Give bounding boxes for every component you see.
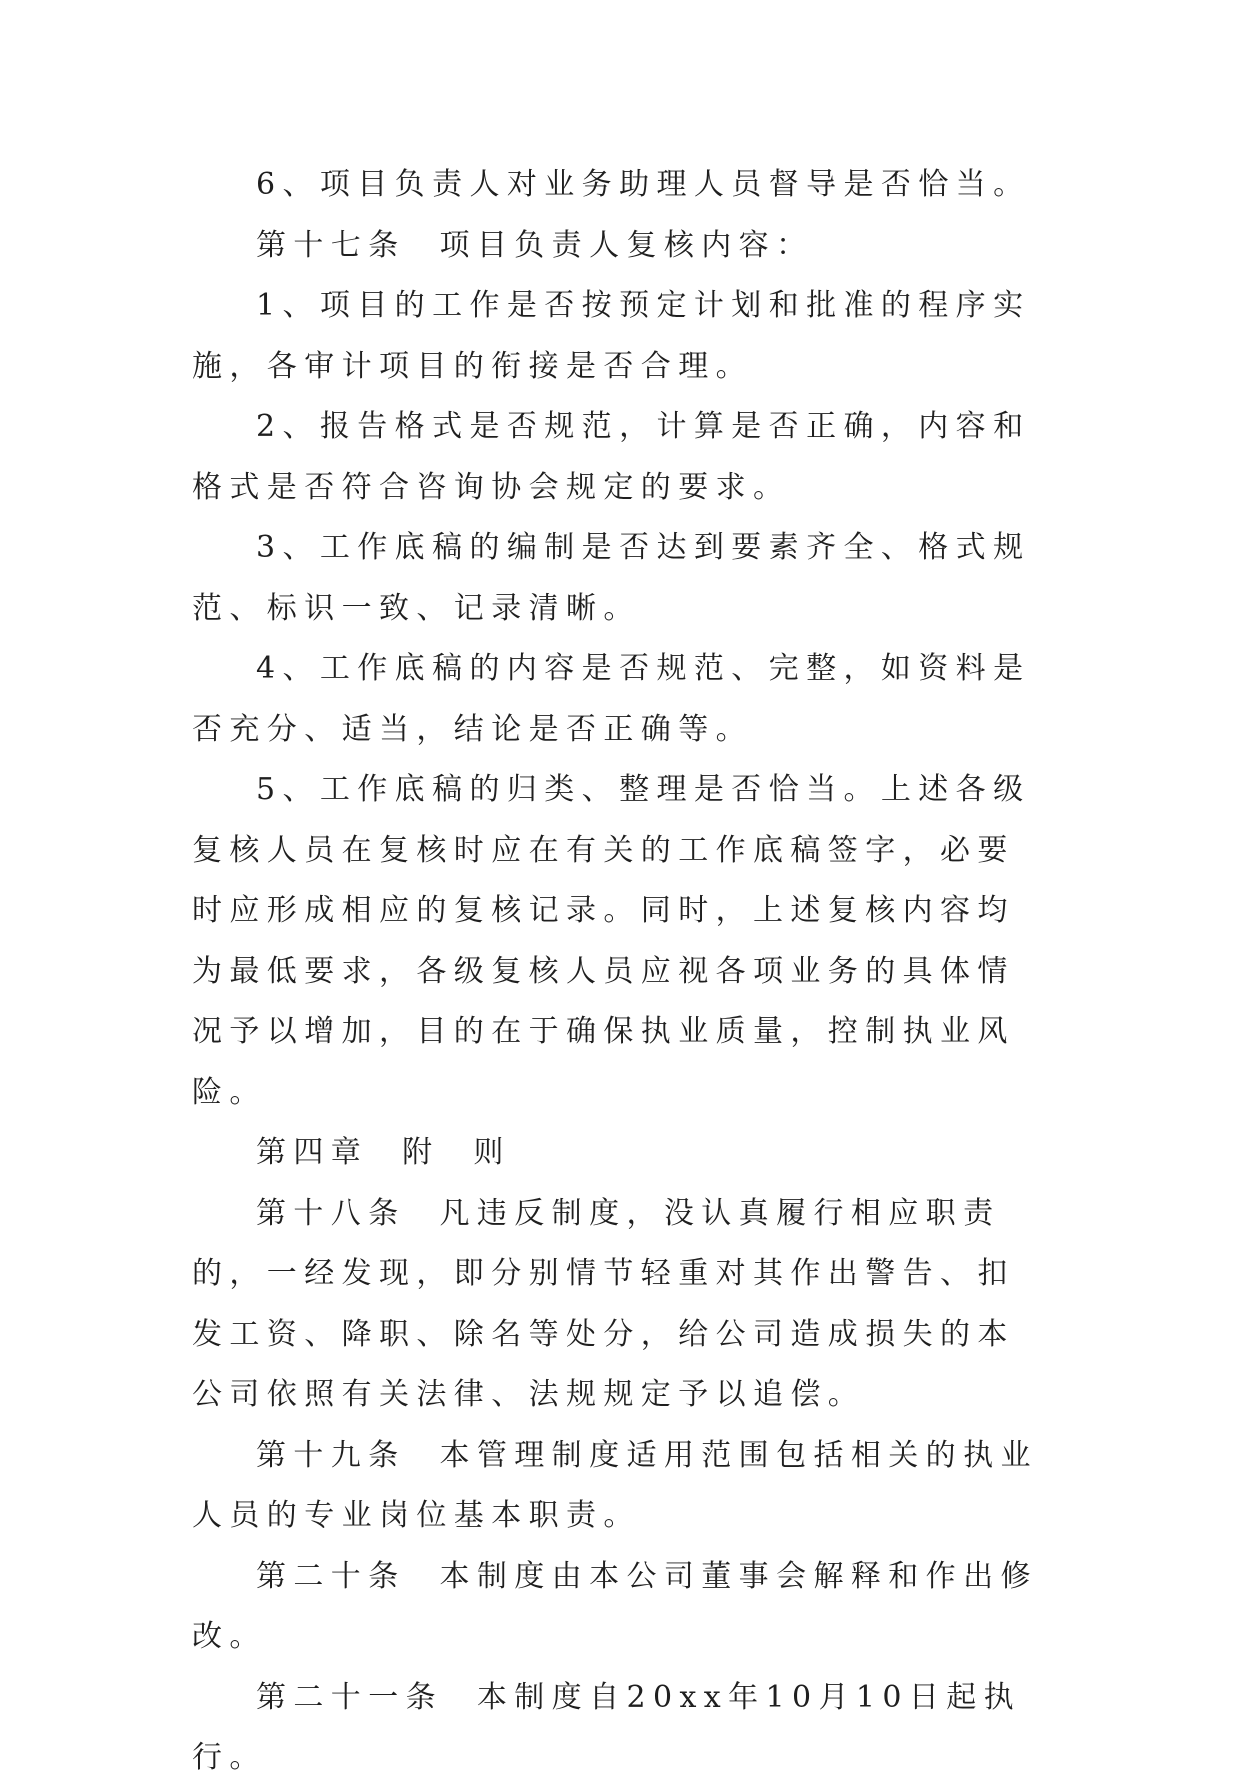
article-19: 第十九条 本管理制度适用范围包括相关的执业人员的专业岗位基本职责。	[192, 1437, 1038, 1533]
paragraph-item-5: 5、工作底稿的归类、整理是否恰当。上述各级复核人员在复核时应在有关的工作底稿签字，必要时应形成相应的复核记录。同时，上述复核内容均为最低要求，各级复核人员应视各项业务的具体情况予以增加，目的在于确保执业质量，控制执业风险。	[192, 772, 1031, 1110]
paragraph-item-2: 2、报告格式是否规范，计算是否正确，内容和格式是否符合咨询协会规定的要求。	[192, 409, 1031, 505]
article-21: 第二十一条 本制度自20xx年10月10日起执行。	[192, 1679, 1022, 1775]
paragraph-item-1: 1、项目的工作是否按预定计划和批准的程序实施，各审计项目的衔接是否合理。	[192, 288, 1031, 384]
document-body	[192, 155, 1052, 1789]
paragraph-item-3: 3、工作底稿的编制是否达到要素齐全、格式规范、标识一致、记录清晰。	[192, 530, 1031, 626]
article-20: 第二十条 本制度由本公司董事会解释和作出修改。	[192, 1558, 1038, 1654]
article-18: 第十八条 凡违反制度，没认真履行相应职责的，一经发现，即分别情节轻重对其作出警告、扣发工资、降职、除名等处分，给公司造成损失的本公司依照有关法律、法规规定予以追偿。	[192, 1195, 1015, 1412]
chapter-4-heading: 第四章 附 则	[256, 1135, 511, 1170]
article-17-heading: 第十七条 项目负责人复核内容：	[256, 227, 814, 263]
paragraph-item-4: 4、工作底稿的内容是否规范、完整，如资料是否充分、适当，结论是否正确等。	[192, 651, 1031, 747]
paragraph-item-6: 6、项目负责人对业务助理人员督导是否恰当。	[256, 167, 1031, 202]
